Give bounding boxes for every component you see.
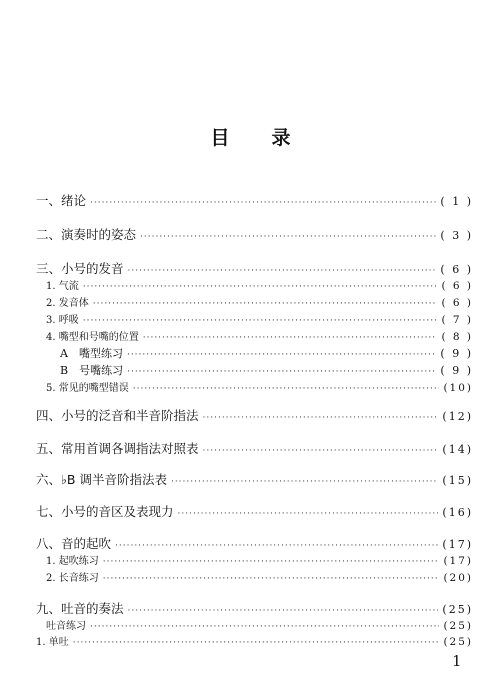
toc-entry-page: (25) xyxy=(443,620,473,632)
toc-entry xyxy=(46,569,473,584)
title-char-1: 目 xyxy=(210,127,230,149)
toc-entry-label: 2. 长音练习 xyxy=(46,573,99,584)
toc-entry xyxy=(36,191,473,209)
toc-entry xyxy=(36,633,473,648)
toc-entry xyxy=(60,345,473,361)
toc-entry-label: 九、吐音的奏法 xyxy=(36,601,124,616)
toc-entry-page: (15) xyxy=(442,474,473,487)
toc-entry-label: 1. 单吐 xyxy=(36,637,69,648)
toc-entry xyxy=(36,259,473,277)
toc-entry-page: (25) xyxy=(443,636,473,648)
toc-entry-page: ( 9 ) xyxy=(440,364,473,377)
toc-entry xyxy=(36,599,473,617)
toc-entry-page: ( 8 ) xyxy=(441,331,473,343)
toc-entry-page: (16) xyxy=(442,506,473,519)
toc-entry xyxy=(36,406,473,424)
toc-entry-label: 五、常用首调各调指法对照表 xyxy=(36,441,199,456)
dot-leader xyxy=(128,266,437,276)
toc-entry-label: 1. 气流 xyxy=(46,281,79,292)
toc-entry-label: 六、♭B 调半音阶指法表 xyxy=(36,472,167,487)
dot-leader xyxy=(127,367,436,377)
toc-entry-page: (10) xyxy=(443,382,473,394)
toc-entry-label: 二、演奏时的姿态 xyxy=(36,227,137,242)
dot-leader xyxy=(103,557,440,567)
toc-entry-page: ( 3 ) xyxy=(440,229,473,242)
toc-entry-page: (12) xyxy=(442,410,473,423)
toc-entry xyxy=(46,617,473,632)
dot-leader xyxy=(115,541,438,551)
toc-entry xyxy=(46,294,473,309)
toc-entry xyxy=(36,502,473,520)
toc-entry-page: ( 6 ) xyxy=(441,280,473,292)
dot-leader xyxy=(93,299,438,309)
dot-leader xyxy=(178,509,439,519)
dot-leader xyxy=(203,446,439,456)
toc-entry xyxy=(46,552,473,567)
toc-entry-page: (17) xyxy=(442,538,473,551)
dot-leader xyxy=(127,350,436,360)
toc-entry-label: 1. 起吹练习 xyxy=(46,556,99,567)
toc-entry xyxy=(46,311,473,326)
toc-entry-page: ( 6 ) xyxy=(440,263,473,276)
toc-entry-label: 5. 常见的嘴型错误 xyxy=(46,383,129,394)
toc-entry-page: (17) xyxy=(443,555,473,567)
toc-entry-label: A 嘴型练习 xyxy=(60,347,123,360)
toc-entry xyxy=(46,379,473,394)
toc-entry-label: 八、音的起吹 xyxy=(36,536,112,551)
toc-entry-page: ( 1 ) xyxy=(440,195,473,208)
dot-leader xyxy=(83,316,438,326)
dot-leader xyxy=(143,333,438,343)
toc-entry-label: 3. 呼吸 xyxy=(46,315,79,326)
toc-entry-page: (14) xyxy=(442,443,473,456)
toc-entry-label: 吐音练习 xyxy=(46,621,86,632)
dot-leader xyxy=(140,232,436,242)
dot-leader xyxy=(83,282,438,292)
dot-leader xyxy=(90,198,436,208)
toc-entry-label: 一、绪论 xyxy=(36,193,87,208)
toc-entry-page: ( 9 ) xyxy=(440,347,473,360)
dot-leader xyxy=(171,477,438,487)
toc-entry-label: B 号嘴练习 xyxy=(60,364,124,377)
dot-leader xyxy=(90,622,439,632)
toc-entry xyxy=(36,439,473,457)
toc-entry-page: (20) xyxy=(443,572,473,584)
toc-entry xyxy=(46,328,473,343)
toc-entry xyxy=(36,225,473,243)
toc-entry xyxy=(60,362,473,378)
toc-entry-label: 七、小号的音区及表现力 xyxy=(36,504,174,519)
dot-leader xyxy=(103,574,440,584)
toc-entry xyxy=(36,534,473,552)
toc-entry xyxy=(46,277,473,292)
toc-entry-label: 四、小号的泛音和半音阶指法 xyxy=(36,408,199,423)
dot-leader xyxy=(128,606,439,616)
toc-entry-label: 2. 发音体 xyxy=(46,298,89,309)
dot-leader xyxy=(73,638,440,648)
dot-leader xyxy=(203,413,439,423)
toc-entry xyxy=(36,470,473,488)
dot-leader xyxy=(133,384,440,394)
toc-entry-label: 4. 嘴型和号嘴的位置 xyxy=(46,332,139,343)
title-char-2: 录 xyxy=(271,127,291,149)
toc-entry-label: 三、小号的发音 xyxy=(36,261,124,276)
toc-entry-page: ( 7 ) xyxy=(441,314,473,326)
toc-entry-page: ( 6 ) xyxy=(441,297,473,309)
page-number: 1 xyxy=(452,652,462,670)
toc-entry-page: (25) xyxy=(442,603,473,616)
